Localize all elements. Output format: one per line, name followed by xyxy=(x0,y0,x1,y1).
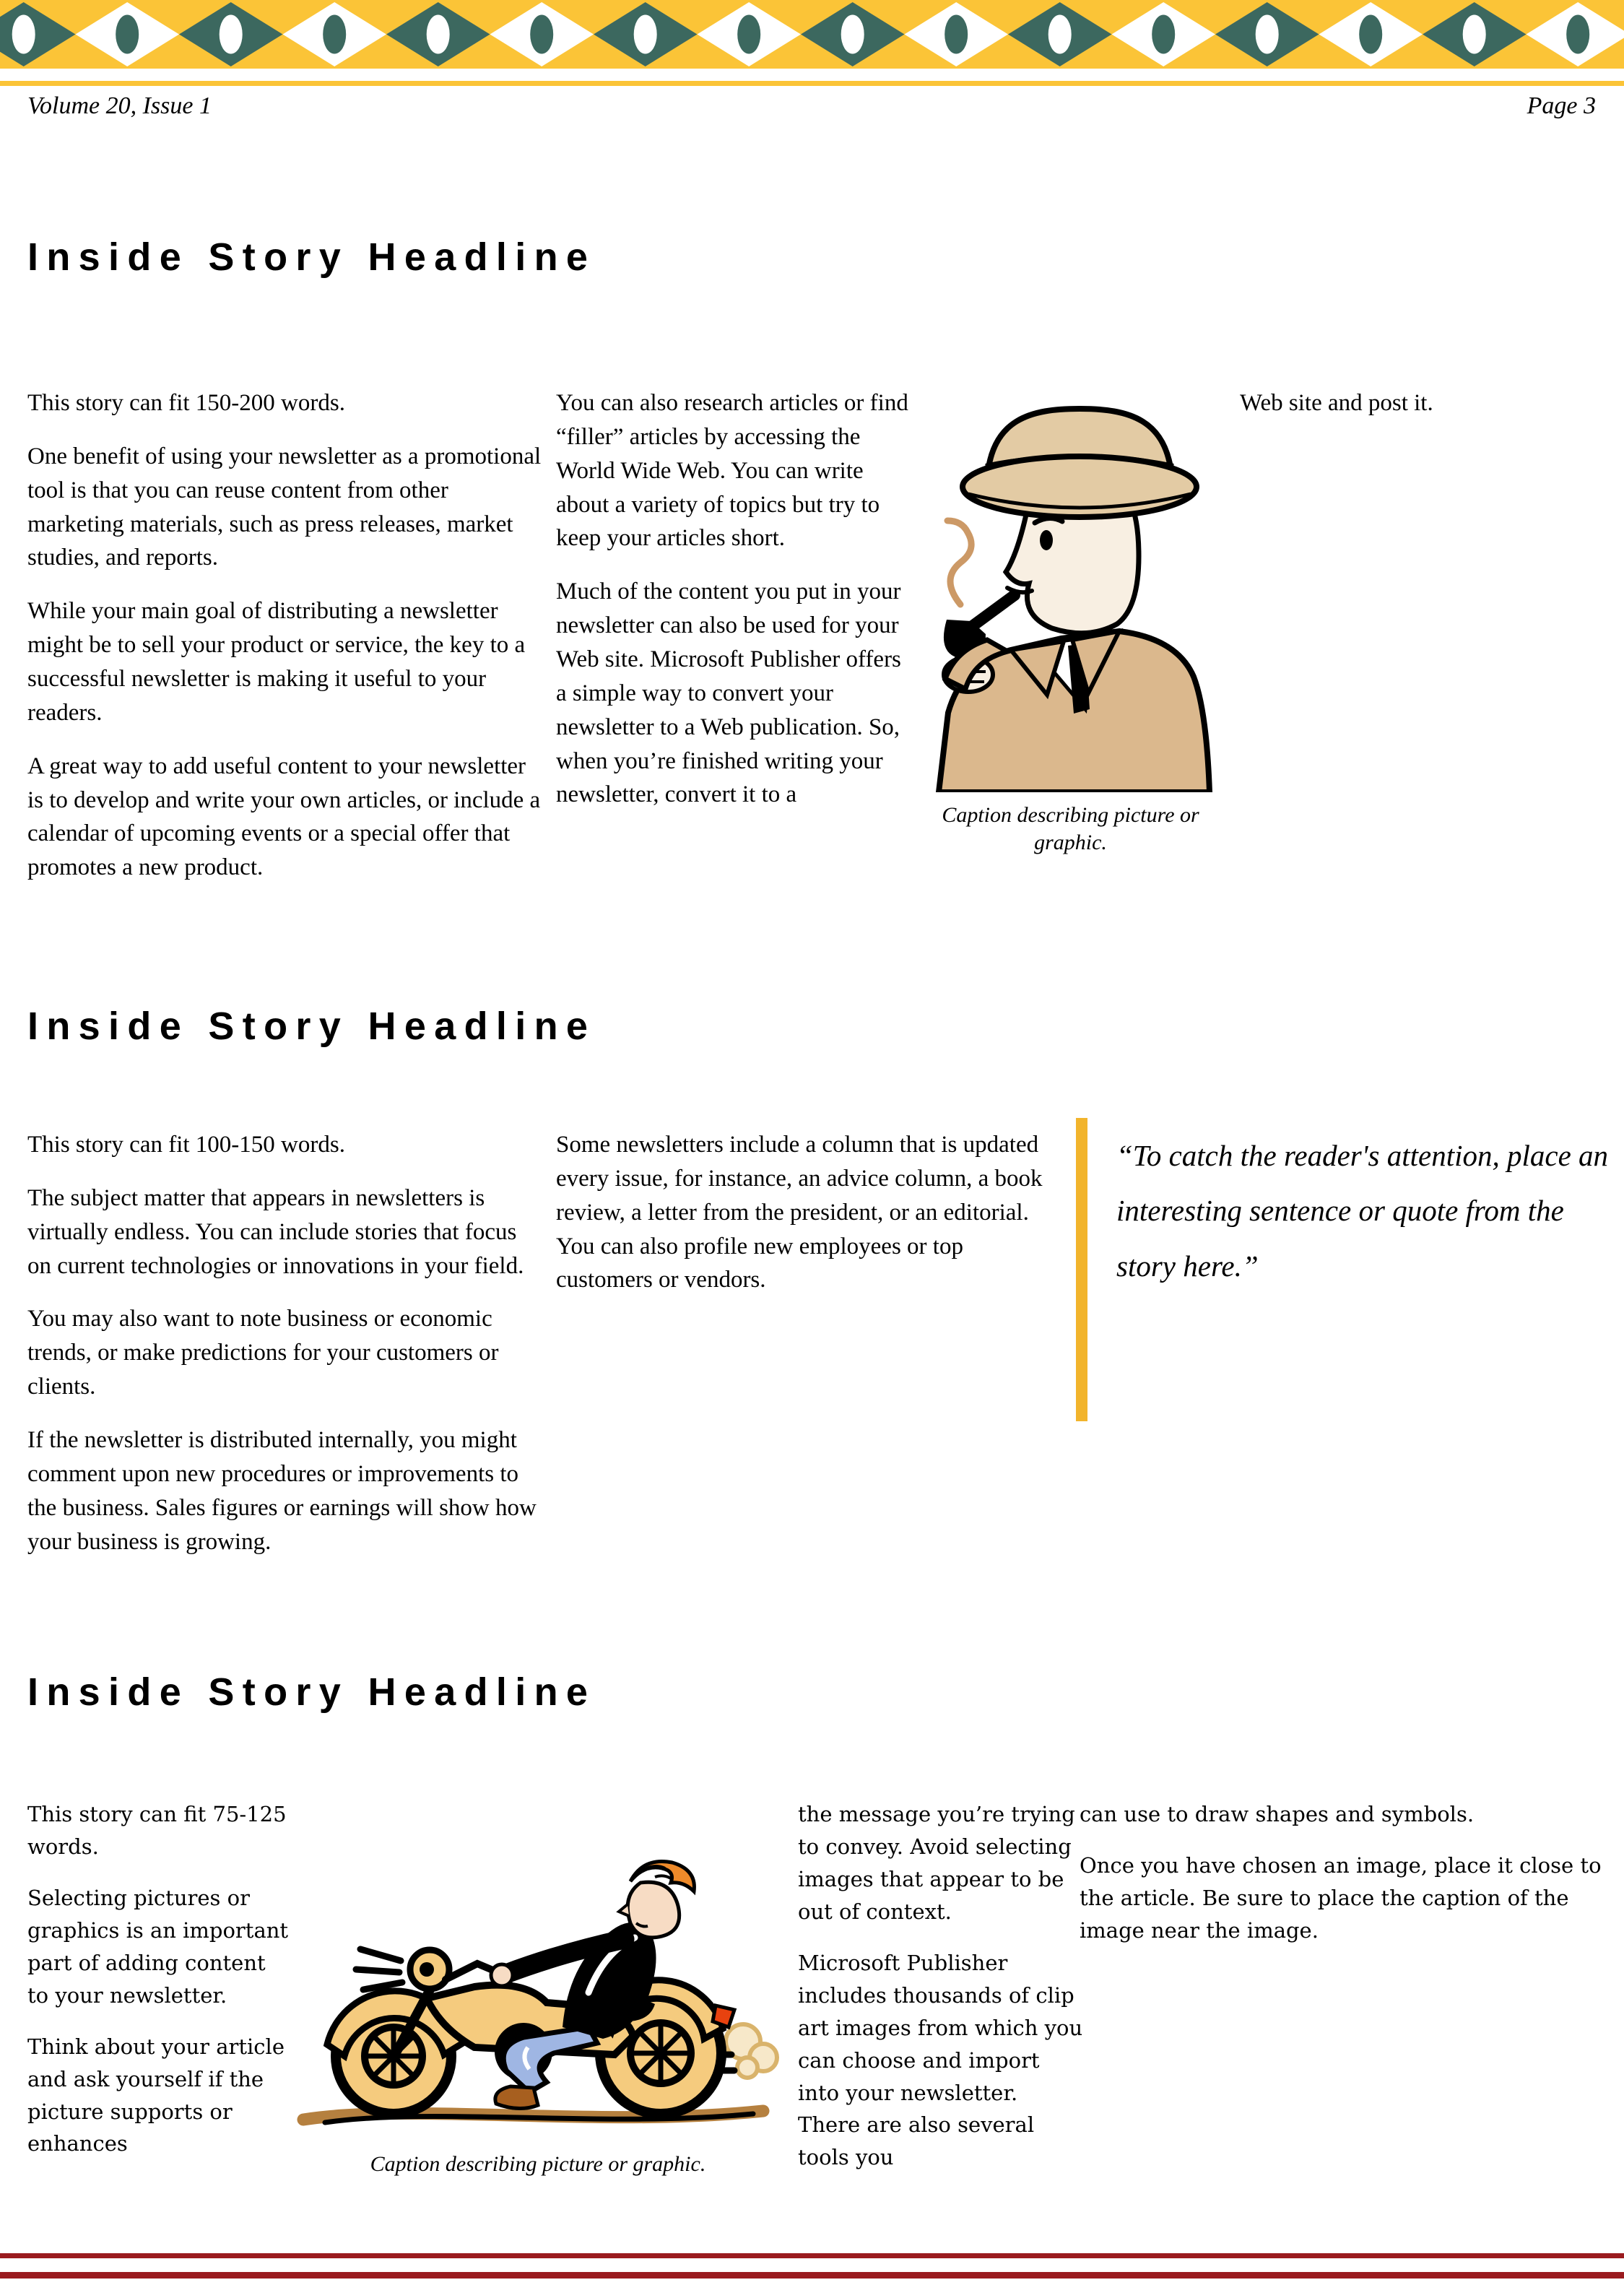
top-thin-rule xyxy=(0,81,1624,86)
pull-quote xyxy=(1076,1118,1612,1421)
story2-column1 xyxy=(27,1128,542,1578)
bottom-rule-lower xyxy=(0,2272,1624,2279)
story3-column3 xyxy=(798,1798,1085,2193)
inside-story-headline-2: Inside Story Headline xyxy=(27,1005,596,1048)
man-riding-motorcycle-clipart-icon xyxy=(285,1838,783,2138)
paragraph: Microsoft Publisher includes thousands of clip art images from which you can choose and import into your newsletter. There are also several tools you xyxy=(798,1950,1083,2170)
inside-story-headline-1: Inside Story Headline xyxy=(27,235,596,279)
paragraph: If the newsletter is distributed internally, you might comment upon new procedures or improvements to the business. Sales figures or earnings will show how your business is growing. xyxy=(27,1427,537,1555)
man-smoking-pipe-clipart-icon xyxy=(899,399,1231,792)
page-number-label: Page 3 xyxy=(1527,92,1596,119)
bottom-rule-upper xyxy=(0,2253,1624,2258)
paragraph: This story can fit 150-200 words. xyxy=(27,390,345,416)
paragraph: Web site and post it. xyxy=(1240,390,1433,416)
paragraph: Much of the content you put in your newsletter can also be used for your Web site. Microsoft Publisher offers a simple way to convert your newsletter to a Web publication. So, when you’re finished writing your newsletter, convert it to a xyxy=(556,578,901,808)
story3-column4 xyxy=(1080,1798,1615,1966)
story1-column3 xyxy=(1240,386,1601,440)
story1-caption: Caption describing picture or graphic. xyxy=(942,803,1199,854)
paragraph: While your main goal of distributing a newsletter might be to sell your product or service, the key to a successful newsletter is making it useful to your readers. xyxy=(27,598,526,726)
pull-quote-text: “To catch the reader's attention, place an interesting sentence or quote from the story here.” xyxy=(1116,1139,1609,1283)
story3-column1 xyxy=(27,1798,289,2179)
story1-column1 xyxy=(27,386,542,904)
paragraph: You may also want to note business or economic trends, or make predictions for your customers or clients. xyxy=(27,1306,499,1400)
story2-column2 xyxy=(556,1128,1061,1318)
story3-caption: Caption describing picture or graphic. xyxy=(370,2152,706,2176)
paragraph: You can also research articles or find “filler” articles by accessing the World Wide Web. You can write about a variety of topics but try to keep your articles short. xyxy=(556,390,908,552)
paragraph: Think about your article and ask yourself if the picture supports or enhances xyxy=(27,2034,285,2156)
paragraph: the message you’re trying to convey. Avoid selecting images that appear to be out of context. xyxy=(798,1802,1075,1924)
paragraph: The subject matter that appears in newsletters is virtually endless. You can include stories that focus on current technologies or innovations in your field. xyxy=(27,1184,524,1279)
paragraph: Once you have chosen an image, place it close to the article. Be sure to place the caption of the image near the image. xyxy=(1080,1852,1602,1943)
paragraph: can use to draw shapes and symbols. xyxy=(1080,1802,1475,1826)
paragraph: This story can fit 75-125 words. xyxy=(27,1802,287,1859)
story1-column2 xyxy=(556,386,911,831)
paragraph: One benefit of using your newsletter as a promotional tool is that you can reuse content from other marketing materials, such as press releases, market studies, and reports. xyxy=(27,443,542,571)
inside-story-headline-3: Inside Story Headline xyxy=(27,1670,596,1714)
paragraph: A great way to add useful content to your newsletter is to develop and write your own articles, or include a calendar of upcoming events or a special offer that promotes a new product. xyxy=(27,753,541,881)
paragraph: This story can fit 100-150 words. xyxy=(27,1132,345,1158)
diamond-border-pattern-icon xyxy=(0,0,1624,69)
paragraph: Selecting pictures or graphics is an important part of adding content to your newsletter. xyxy=(27,1885,289,2008)
paragraph: Some newsletters include a column that is updated every issue, for instance, an advice column, a book review, a letter from the president, or an editorial. You can also profile new employees or top customers or vendors. xyxy=(556,1132,1043,1293)
volume-issue-label: Volume 20, Issue 1 xyxy=(27,92,212,119)
